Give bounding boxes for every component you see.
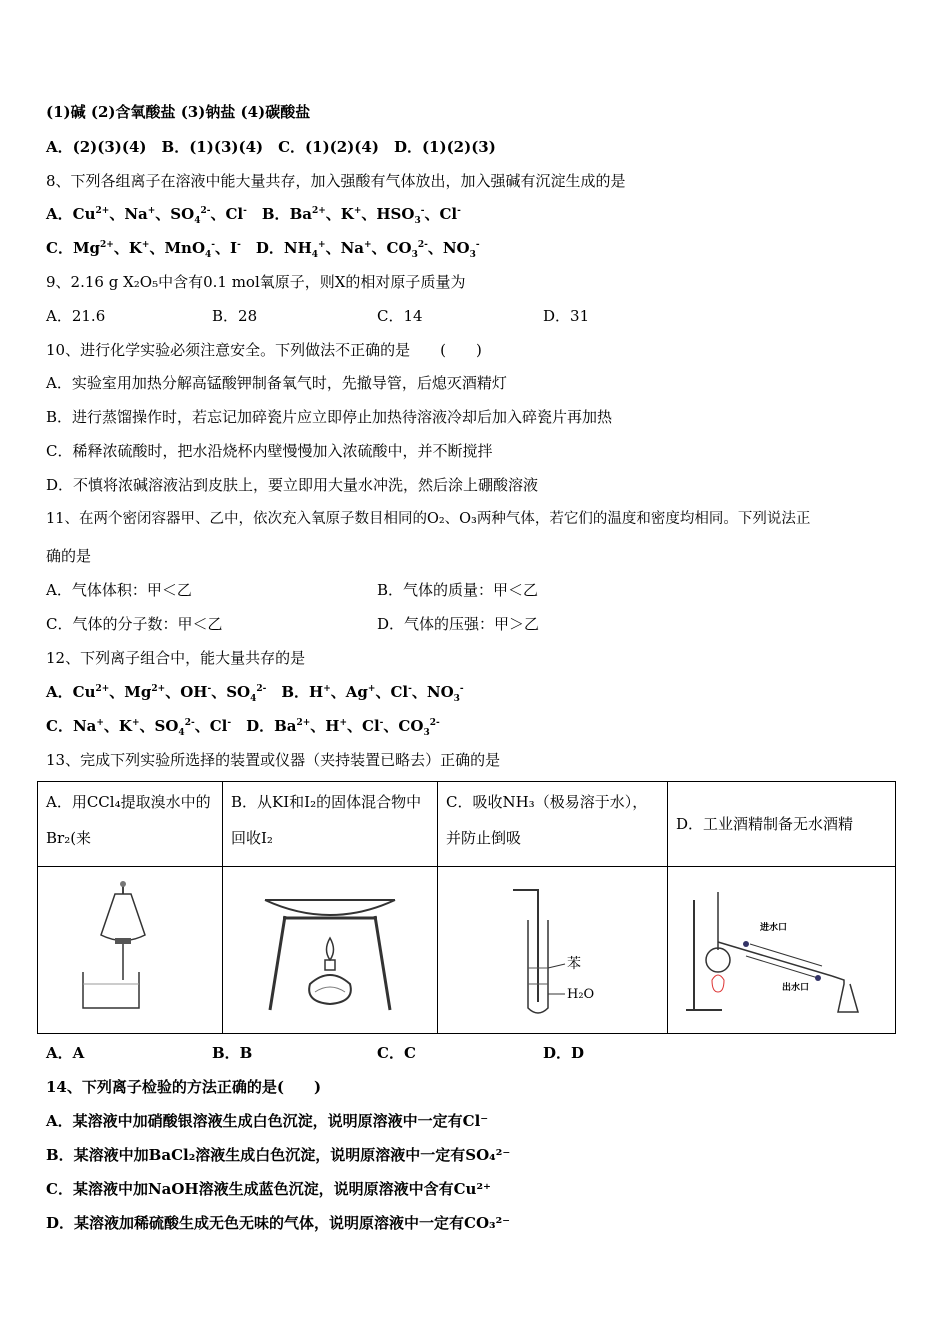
gas-absorption-icon — [493, 880, 613, 1020]
q13-option-d: D．D — [543, 1044, 585, 1062]
q14-option-d: D．某溶液加稀硫酸生成无色无味的气体，说明原溶液中一定有CO₃²⁻ — [46, 1214, 511, 1232]
q10-option-b: B．进行蒸馏操作时，若忘记加碎瓷片应立即停止加热待溶液冷却后加入碎瓷片再加热 — [46, 408, 613, 426]
q11-stem-line2: 确的是 — [46, 547, 92, 565]
benzene-label: 苯 — [566, 956, 581, 972]
q10-stem: 10、进行化学实验必须注意安全。下列做法不正确的是 ( ) — [46, 341, 482, 359]
water-inlet-label: 进水口 — [759, 923, 787, 933]
q8-options-cd: C．$Mg^{2+}$、K+、MnO$_4$-、I- D．$NH_4^+$、Na+、$CO_3^{2-}$、$NO_3^-$ — [46, 239, 480, 260]
q13-header-b: B．从KI和I₂的固体混合物中回收I₂ — [223, 782, 438, 867]
water-label: H₂O — [566, 987, 594, 1002]
separatory-funnel-icon — [75, 880, 185, 1020]
q11-option-c: C．气体的分子数：甲＜乙 — [46, 615, 223, 633]
q7-choices-line: (1)碱 (2)含氧酸盐 (3)钠盐 (4)碳酸盐 — [46, 103, 311, 121]
q14-option-b: B．某溶液中加BaCl₂溶液生成白色沉淀，说明原溶液中一定有SO₄²⁻ — [46, 1146, 511, 1164]
q11-stem-line1: 11、在两个密闭容器甲、乙中，依次充入氧原子数目相同的O₂、O₃两种气体，若它们的温度和密度均相同。下列说法正 — [46, 511, 811, 527]
q14-option-a: A．某溶液中加硝酸银溶液生成白色沉淀，说明原溶液中一定有Cl⁻ — [46, 1112, 489, 1130]
q12-options-ab: A．$Cu^{2+}$、$Mg^{2+}$、OH-、$SO_4^{2-}$ B．H+、Ag+、Cl-、$NO_3^-$ — [46, 683, 464, 704]
q13-header-a: A．用CCl₄提取溴水中的Br₂(来 — [38, 782, 223, 867]
sublimation-apparatus-cell — [223, 867, 438, 1034]
q7-options: A．(2)(3)(4) B．(1)(3)(4) C．(1)(2)(4) D．(1)(2)(3) — [46, 138, 496, 156]
q12-stem: 12、下列离子组合中，能大量共存的是 — [46, 649, 306, 667]
q12-options-cd: C．Na+、K+、$SO_4^{2-}$、Cl- D．$Ba^{2+}$、H+、Cl-、$CO_3^{2-}$ — [46, 717, 440, 738]
q10-option-a: A．实验室用加热分解高锰酸钾制备氧气时，先撤导管，后熄灭酒精灯 — [46, 374, 507, 392]
q9-option-b: B．28 — [212, 307, 258, 325]
q9-option-d: D．31 — [543, 307, 590, 325]
q13-option-a: A．A — [46, 1044, 85, 1062]
q13-header-c: C．吸收NH₃（极易溶于水），并防止倒吸 — [438, 782, 668, 867]
sublimation-apparatus-icon — [255, 880, 405, 1020]
q8-stem: 8、下列各组离子在溶液中能大量共存，加入强酸有气体放出，加入强碱有沉淀生成的是 — [46, 172, 626, 190]
q11-option-a: A．气体体积：甲＜乙 — [46, 581, 192, 599]
q8-options-ab: A．$Cu^{2+}$、Na+、$SO_4^{2-}$、Cl- B．$Ba^{2+}$、K+、$HSO_3^-$、Cl- — [46, 205, 461, 226]
water-outlet-label: 出水口 — [781, 983, 809, 993]
q13-stem: 13、完成下列实验所选择的装置或仪器（夹持装置已略去）正确的是 — [46, 751, 501, 769]
q13-option-b: B．B — [212, 1044, 253, 1062]
q10-option-d: D．不慎将浓碱溶液沾到皮肤上，要立即用大量水冲洗，然后涂上硼酸溶液 — [46, 476, 539, 494]
q10-option-c: C．稀释浓硫酸时，把水沿烧杯内壁慢慢加入浓硫酸中，并不断搅拌 — [46, 442, 493, 460]
separatory-funnel-cell — [38, 867, 223, 1034]
gas-absorption-cell — [438, 867, 668, 1034]
q14-stem: 14、下列离子检验的方法正确的是( ) — [46, 1078, 322, 1096]
q13-apparatus-table — [37, 781, 896, 1034]
q11-option-b: B．气体的质量：甲＜乙 — [377, 581, 539, 599]
q13-option-c: C．C — [377, 1044, 416, 1062]
q13-header-d: D．工业酒精制备无水酒精 — [668, 782, 896, 867]
q9-stem: 9、2.16 g X₂O₅中含有0.1 mol氧原子，则X的相对原子质量为 — [46, 273, 466, 291]
q9-option-c: C．14 — [377, 307, 423, 325]
distillation-apparatus-cell — [668, 867, 896, 1034]
q14-option-c: C．某溶液中加NaOH溶液生成蓝色沉淀，说明原溶液中含有Cu²⁺ — [46, 1180, 491, 1198]
q9-option-a: A．21.6 — [46, 307, 106, 325]
q11-option-d: D．气体的压强：甲＞乙 — [377, 615, 540, 633]
distillation-apparatus-icon — [682, 880, 882, 1020]
